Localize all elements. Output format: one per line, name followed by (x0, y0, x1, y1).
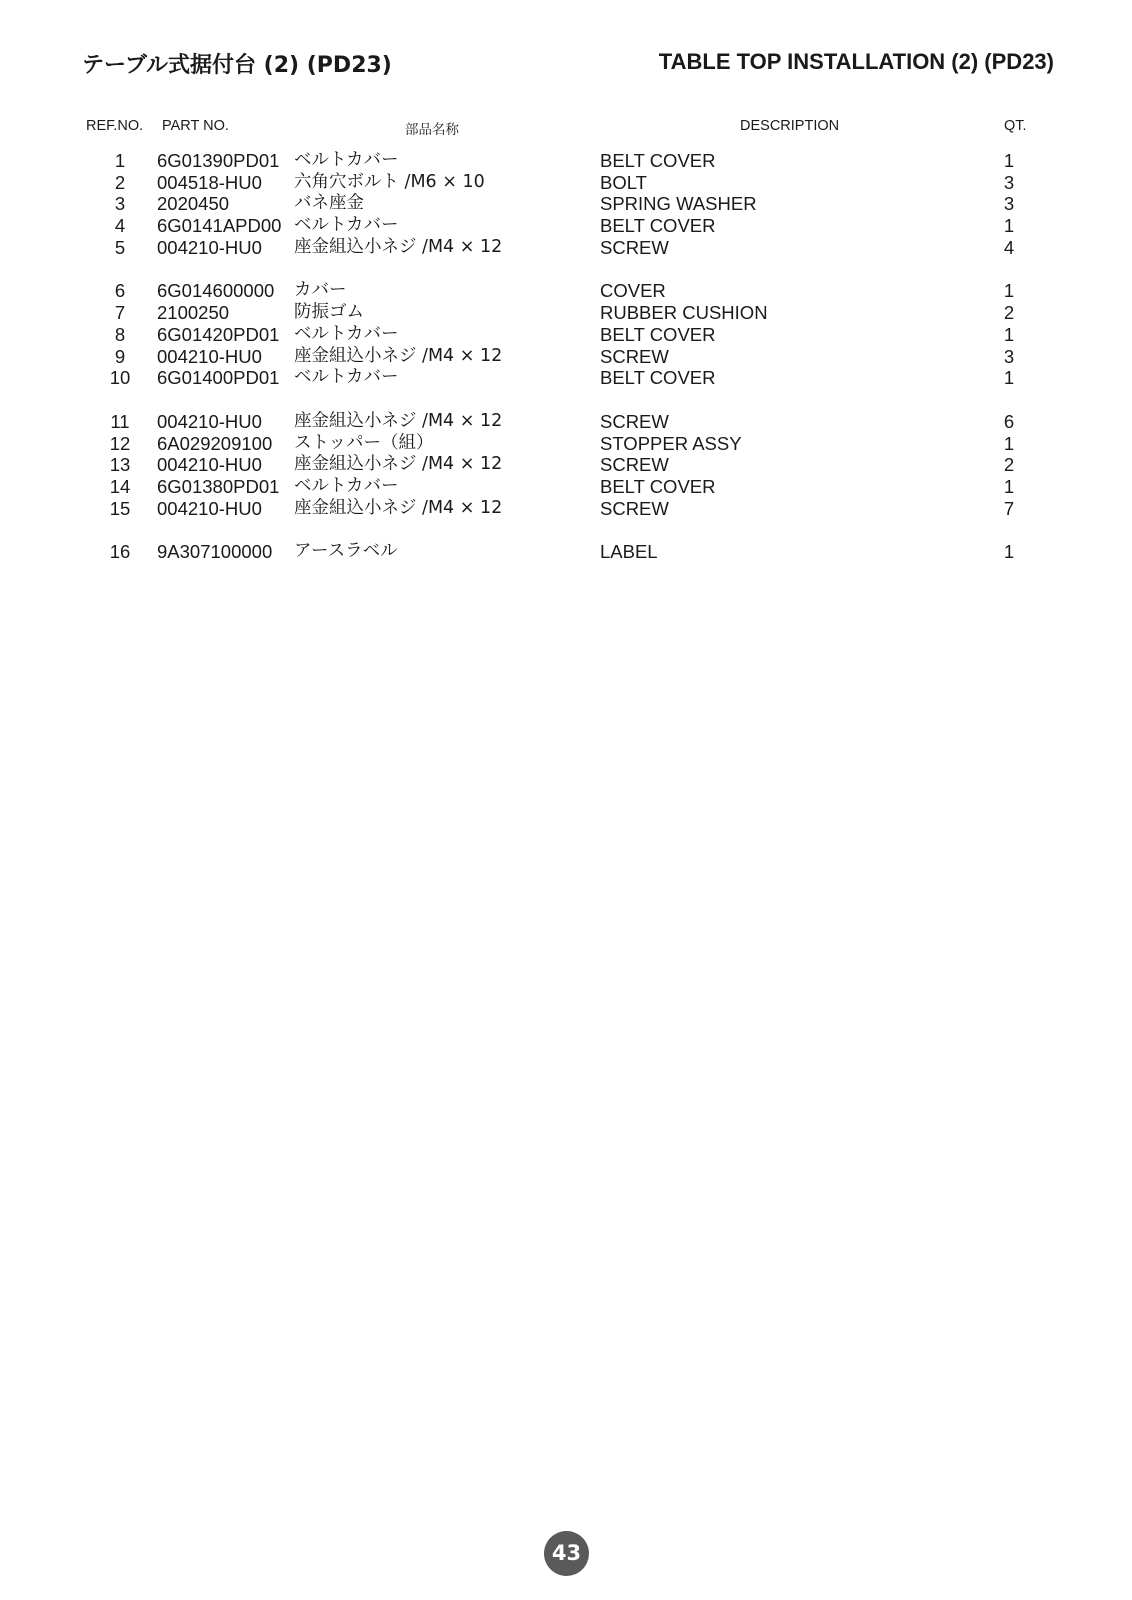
description-cell: SCREW (600, 497, 669, 519)
description-cell: BELT COVER (600, 150, 716, 171)
japanese-name-cell: ベルトカバー (294, 475, 399, 496)
header-part-no: PART NO. (162, 118, 229, 134)
ref-no-cell: 11 (110, 410, 130, 432)
description-cell: BELT COVER (600, 475, 716, 497)
japanese-name-cell: ベルトカバー (294, 215, 399, 236)
ref-no-cell: 14 (109, 475, 131, 497)
quantity-cell: 1 (1003, 150, 1015, 171)
part-no-cell: 004210-HU0 (157, 497, 262, 519)
description-cell: SCREW (600, 236, 669, 258)
part-no-cell: 9A307100000 (157, 541, 273, 563)
ref-no-cell: 12 (109, 432, 131, 454)
part-no-cell: 6G01390PD01 (157, 150, 280, 171)
part-no-cell: 004210-HU0 (157, 410, 262, 432)
part-no-cell: 2100250 (157, 302, 230, 324)
description-cell: BELT COVER (600, 367, 716, 389)
quantity-cell: 3 (1003, 171, 1015, 193)
table-row (0, 367, 1132, 389)
part-no-cell: 004518-HU0 (157, 171, 262, 193)
quantity-cell: 1 (1003, 475, 1015, 497)
ref-no-cell: 9 (114, 345, 126, 367)
table-row (0, 541, 1132, 563)
japanese-name-cell: バネ座金 (294, 193, 364, 214)
description-cell: BELT COVER (600, 323, 716, 345)
description-cell: LABEL (600, 541, 658, 563)
japanese-name-cell: 座金組込小ネジ /M4 × 12 (294, 497, 503, 518)
description-cell: STOPPER ASSY (600, 432, 742, 454)
japanese-name-cell: 座金組込小ネジ /M4 × 12 (294, 454, 503, 475)
header-japanese-name: 部品名称 (405, 122, 459, 138)
description-cell: SPRING WASHER (600, 193, 757, 215)
table-row (0, 193, 1132, 215)
quantity-cell: 1 (1003, 323, 1015, 345)
ref-no-cell: 10 (109, 367, 131, 389)
table-row (0, 172, 1132, 194)
japanese-name-cell: 防振ゴム (294, 302, 364, 323)
japanese-name-cell: 座金組込小ネジ /M4 × 12 (294, 410, 503, 431)
quantity-cell: 3 (1003, 345, 1015, 367)
quantity-cell: 7 (1003, 497, 1015, 519)
description-cell: COVER (600, 280, 666, 302)
japanese-name-cell: カバー (294, 280, 347, 301)
table-row (0, 237, 1132, 259)
quantity-cell: 1 (1003, 541, 1015, 563)
table-row (0, 454, 1132, 476)
part-no-cell: 2020450 (157, 193, 230, 215)
part-no-cell: 6G01400PD01 (157, 367, 280, 389)
description-cell: SCREW (600, 454, 669, 476)
ref-no-cell: 8 (114, 323, 126, 345)
part-no-cell: 6G014600000 (157, 280, 275, 302)
table-row (0, 346, 1132, 368)
japanese-name-cell: 座金組込小ネジ /M4 × 12 (294, 345, 503, 366)
quantity-cell: 1 (1003, 215, 1015, 237)
part-no-cell: 6G01420PD01 (157, 323, 280, 345)
quantity-cell: 1 (1003, 367, 1015, 389)
table-row (0, 411, 1132, 433)
description-cell: SCREW (600, 345, 669, 367)
description-cell: RUBBER CUSHION (600, 302, 768, 324)
quantity-cell: 2 (1003, 302, 1015, 324)
ref-no-cell: 1 (114, 150, 126, 171)
quantity-cell: 4 (1003, 236, 1015, 258)
quantity-cell: 1 (1003, 432, 1015, 454)
ref-no-cell: 2 (114, 171, 126, 193)
description-cell: SCREW (600, 410, 669, 432)
ref-no-cell: 13 (109, 454, 131, 476)
parts-table (0, 150, 1132, 563)
table-row (0, 498, 1132, 520)
ref-no-cell: 15 (109, 497, 131, 519)
table-header (0, 118, 1132, 136)
ref-no-cell: 5 (114, 236, 126, 258)
part-no-cell: 004210-HU0 (157, 236, 262, 258)
japanese-name-cell: 座金組込小ネジ /M4 × 12 (294, 236, 503, 257)
part-no-cell: 6G01380PD01 (157, 475, 280, 497)
ref-no-cell: 7 (114, 302, 126, 324)
ref-no-cell: 6 (114, 280, 126, 302)
table-row (0, 150, 1132, 172)
table-row (0, 324, 1132, 346)
header-ref-no: REF.NO. (86, 118, 144, 134)
description-cell: BELT COVER (600, 215, 716, 237)
japanese-name-cell: ベルトカバー (294, 367, 399, 388)
table-row (0, 280, 1132, 302)
part-no-cell: 6G0141APD00 (157, 215, 282, 237)
part-no-cell: 004210-HU0 (157, 345, 262, 367)
table-row (0, 215, 1132, 237)
japanese-name-cell: 六角穴ボルト /M6 × 10 (294, 171, 485, 192)
japanese-name-cell: アースラベル (294, 541, 398, 562)
page-title-japanese: テーブル式据付台 (2) (PD23) (82, 53, 392, 78)
header-description: DESCRIPTION (740, 118, 840, 134)
japanese-name-cell: ベルトカバー (294, 150, 399, 170)
ref-no-cell: 4 (114, 215, 126, 237)
page-title-english: TABLE TOP INSTALLATION (2) (PD23) (658, 49, 1054, 74)
table-row (0, 302, 1132, 324)
ref-no-cell: 16 (109, 541, 131, 563)
quantity-cell: 1 (1003, 280, 1015, 302)
table-row (0, 476, 1132, 498)
japanese-name-cell: ベルトカバー (294, 323, 399, 344)
page-number-badge: 43 (544, 1531, 589, 1576)
quantity-cell: 6 (1003, 410, 1015, 432)
part-no-cell: 004210-HU0 (157, 454, 262, 476)
quantity-cell: 2 (1003, 454, 1015, 476)
description-cell: BOLT (600, 171, 647, 193)
table-row (0, 433, 1132, 455)
quantity-cell: 3 (1003, 193, 1015, 215)
header-quantity: QT. (1004, 118, 1027, 134)
ref-no-cell: 3 (114, 193, 126, 215)
part-no-cell: 6A029209100 (157, 432, 273, 454)
japanese-name-cell: ストッパー（組） (294, 432, 434, 453)
